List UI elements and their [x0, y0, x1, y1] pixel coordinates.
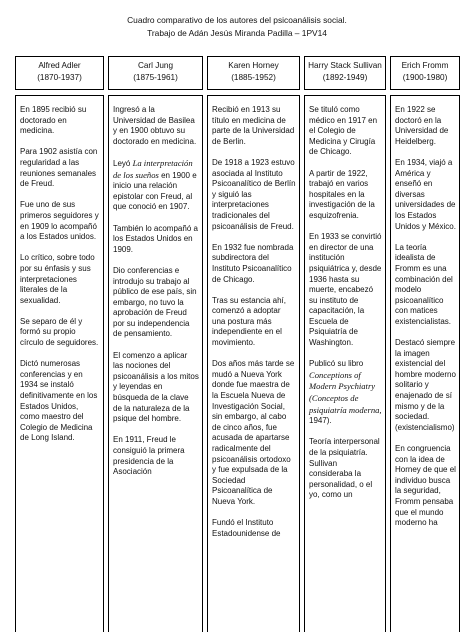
column-header	[304, 56, 386, 90]
column-paragraph	[212, 518, 296, 539]
column-paragraph	[113, 266, 199, 340]
column-paragraph	[309, 437, 382, 501]
author-years: (1900-1980)	[402, 73, 448, 82]
column-body	[108, 95, 203, 632]
column-paragraph	[20, 317, 100, 349]
column-paragraph	[113, 158, 199, 213]
column-paragraph	[20, 200, 100, 242]
paragraph-text: Recibió en 1913 su título en medicina de parte de la Universidad de Berlin.	[212, 105, 295, 146]
column-header	[207, 56, 300, 90]
italic-title: Conceptions of Modern Psychiatry (Conceptos de psiquiatría moderna,	[309, 369, 382, 415]
paragraph-text: En 1933 se convirtió en director de una institución psiquiátrica y, desde 1936 hasta su muerte, encabezó su instituto de capacitación, la Escuela de Psiquiatría de Washington.	[309, 232, 382, 348]
column-paragraph	[113, 435, 199, 477]
column-paragraph	[395, 338, 456, 433]
column-body	[207, 95, 300, 632]
title-line-2: Trabajo de Adán Jesús Miranda Padilla – 1PV14	[147, 28, 327, 38]
column-paragraph	[212, 243, 296, 285]
column-paragraph	[395, 105, 456, 147]
paragraph-text: Leyó	[113, 158, 133, 168]
column-jung	[108, 56, 203, 632]
paragraph-text: Dos años más tarde se mudó a Nueva York donde fue maestra de la Escuela Nueva de Investigación Social, sin embargo, al cabo de cinco años, fue acusada de apartarse radicalmente del psicoanálisis ortodoxo y fue expulsada de la Sociedad Psicoanalítica de Nueva York.	[212, 359, 295, 506]
column-paragraph	[309, 105, 382, 158]
author-years: (1892-1949)	[322, 73, 368, 82]
paragraph-text: Dictó numerosas conferencias y en 1934 se instaló definitivamente en los Estados Unidos, como maestro del Colegio de Medicina de Long Island.	[20, 359, 98, 443]
author-name: Alfred Adler	[38, 61, 81, 70]
column-paragraph	[309, 359, 382, 427]
paragraph-text: En 1911, Freud le consiguió la primera presidencia de la Asociación	[113, 435, 185, 477]
column-paragraph	[212, 359, 296, 507]
paragraph-text: Fue uno de sus primeros seguidores y en 1909 lo acompañó a los Estados unidos.	[20, 200, 99, 242]
comparison-table	[15, 56, 460, 632]
column-header	[108, 56, 203, 90]
paragraph-text: Destacó siempre la imagen existencial del hombre moderno solitario y enajenado de sí mismo y de la sociedad. (existencialismo)	[395, 338, 456, 432]
column-paragraph	[20, 253, 100, 306]
column-body	[15, 95, 104, 632]
column-paragraph	[20, 105, 100, 137]
paragraph-text: Se tituló como médico en 1917 en el Colegio de Medicina y Cirugía de Chicago.	[309, 105, 378, 157]
document-title	[0, 14, 474, 40]
italic-title: La interpretación de los sueños	[113, 157, 193, 180]
paragraph-text: Fundó el Instituto Estadounidense de	[212, 518, 281, 538]
column-paragraph	[395, 158, 456, 232]
column-paragraph	[20, 147, 100, 189]
column-header	[15, 56, 104, 90]
column-fromm	[390, 56, 460, 632]
paragraph-text: Publicó su libro	[309, 359, 364, 369]
paragraph-text: Lo crítico, sobre todo por su énfasis y sus interpretaciones literales de la sexualidad.	[20, 253, 95, 305]
column-paragraph	[212, 105, 296, 147]
paragraph-text: En 1934, viajó a América y enseñó en diversas universidades de los Estados Unidos y México.	[395, 157, 456, 231]
column-body	[390, 95, 460, 632]
column-paragraph	[212, 158, 296, 232]
column-paragraph	[113, 105, 199, 147]
paragraph-text: en 1900 e inicio una relación epistolar con Freud, al que conoció en 1907.	[113, 170, 197, 212]
paragraph-text: La teoría idealista de Fromm es una combinación del modelo psicoanalítico con matices existencialistas.	[395, 242, 453, 326]
paragraph-text: Dio conferencias e introdujo su trabajo al público de ese país, sin embargo, no tuvo la aprobación de Freud por su independencia de pensamiento.	[113, 265, 197, 339]
column-header	[390, 56, 460, 90]
paragraph-text: En 1922 se doctoró en la Universidad de Heidelberg.	[395, 105, 449, 146]
column-body	[304, 95, 386, 632]
paragraph-text: En congruencia con la idea de Horney de que el individuo busca la seguridad, Fromm pensaba que el mundo moderno ha	[395, 444, 456, 528]
paragraph-text: Para 1902 asistía con regularidad a las reuniones semanales de Freud.	[20, 147, 98, 189]
column-paragraph	[395, 444, 456, 529]
paragraph-text: Teoría interpersonal de la psiquiatría. Sullivan consideraba la personalidad, o el yo, como un	[309, 437, 380, 500]
author-name: Erich Fromm	[401, 61, 449, 70]
author-name: Carl Jung	[137, 61, 174, 70]
column-adler	[15, 56, 104, 632]
author-years: (1870-1937)	[37, 73, 82, 82]
column-paragraph	[113, 351, 199, 425]
author-name: Karen Horney	[228, 61, 279, 70]
column-paragraph	[113, 224, 199, 256]
paragraph-text: A partir de 1922, trabajó en varios hospitales en la investigación de la esquizofrenia.	[309, 168, 375, 220]
paragraph-text: De 1918 a 1923 estuvo asociada al Instituto Psicoanalítico de Berlín y siguió las interpretaciones tradicionales del psicoanálisis de Freud.	[212, 157, 296, 231]
paragraph-text: 1947).	[309, 416, 332, 426]
paragraph-text: Se separo de él y formó su propio círculo de seguidores.	[20, 316, 99, 348]
column-paragraph	[395, 243, 456, 328]
column-horney	[207, 56, 300, 632]
column-paragraph	[309, 169, 382, 222]
author-years: (1885-1952)	[231, 73, 276, 82]
paragraph-text: Tras su estancia ahí, comenzó a adoptar una postura más independiente en el movimiento.	[212, 295, 286, 348]
author-years: (1875-1961)	[133, 73, 178, 82]
paragraph-text: El comenzo a aplicar las nociones del psicoanálisis a los mitos y leyendas en búsqueda de la clave de la naturaleza de la psique del hombre.	[113, 350, 199, 424]
column-paragraph	[212, 296, 296, 349]
column-paragraph	[309, 232, 382, 349]
paragraph-text: Ingresó a la Universidad de Basilea y en 1900 obtuvo su doctorado en medicina.	[113, 105, 197, 146]
title-line-1: Cuadro comparativo de los autores del psicoanálisis social.	[127, 15, 347, 25]
author-name: Harry Stack Sullivan	[308, 61, 382, 70]
column-sullivan	[304, 56, 386, 632]
paragraph-text: En 1932 fue nombrada subdirectora del Instituto Psicoanalítico de Chicago.	[212, 242, 294, 284]
paragraph-text: También lo acompañó a los Estados Unidos en 1909.	[113, 223, 198, 254]
paragraph-text: En 1895 recibió su doctorado en medicina.	[20, 105, 87, 136]
column-paragraph	[20, 359, 100, 444]
